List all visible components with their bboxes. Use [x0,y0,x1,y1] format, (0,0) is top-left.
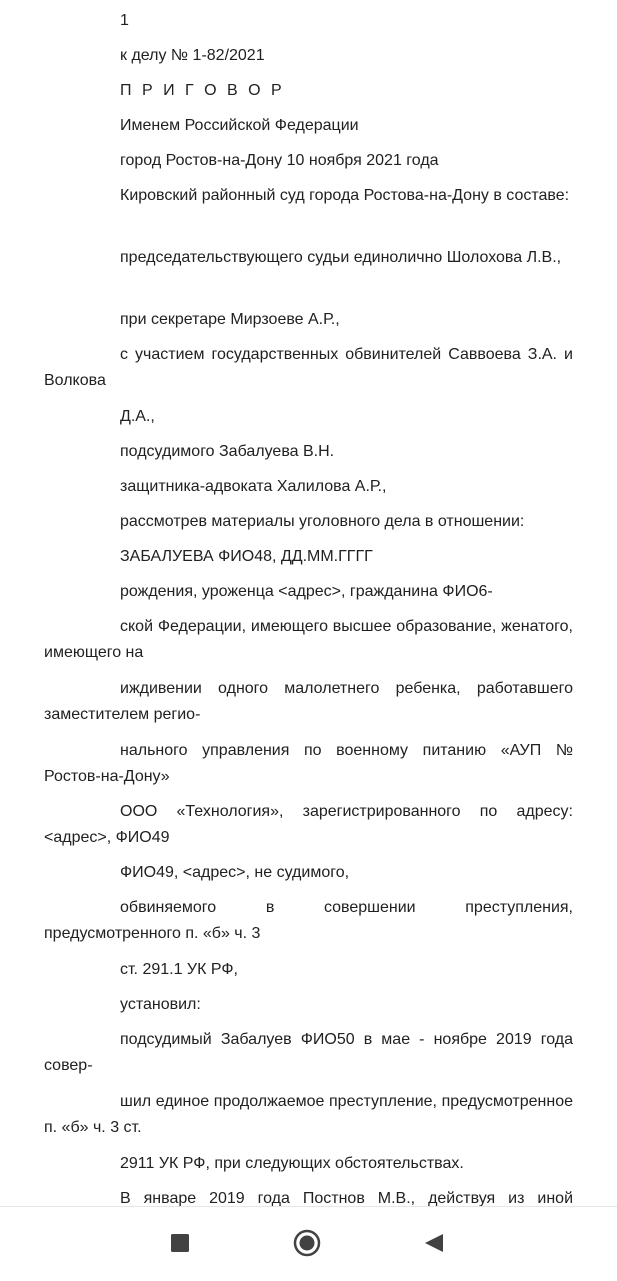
paragraph: рождения, уроженца <адрес>, гражданина ФИО6- [120,583,493,600]
paragraph: Именем Российской Федерации [120,117,359,134]
paragraph: председательствующего судьи единолично Шолохова Л.В., [120,249,562,266]
paragraph: В январе 2019 года Постнов М.В., действуя из иной [120,1190,573,1206]
triangle-back-icon [415,1225,451,1261]
paragraph: иждивении одного малолетнего ребенка, работавшего заместителем регио- [44,680,573,723]
paragraph: при секретаре Мирзоеве А.Р., [120,311,340,328]
back-button[interactable] [415,1225,451,1261]
paragraph: ЗАБАЛУЕВА ФИО48, ДД.ММ.ГГГГ [120,548,373,565]
paragraph: город Ростов-на-Дону 10 ноября 2021 года [120,152,439,169]
paragraph: ст. 291.1 УК РФ, [120,961,238,978]
paragraph: шил единое продолжаемое преступление, предусмотренное п. «б» ч. 3 ст. [44,1093,573,1136]
paragraph: рассмотрев материалы уголовного дела в отношении: [120,513,525,530]
system-navigation-bar [0,1206,617,1281]
paragraph: защитника-адвоката Халилова А.Р., [120,478,387,495]
home-button[interactable] [289,1225,325,1261]
paragraph: ФИО49, <адрес>, не судимого, [120,864,350,881]
page-number: 1 [120,12,129,29]
paragraph: обвиняемого в совершении преступления, предусмотренного п. «б» ч. 3 [44,899,573,942]
paragraph: установил: [120,996,201,1013]
paragraph: подсудимый Забалуев ФИО50 в мае - ноябре 2019 года совер- [44,1031,573,1074]
recents-button[interactable] [162,1225,198,1261]
paragraph: с участием государственных обвинителей Саввоева З.А. и Волкова [44,346,573,389]
paragraph: подсудимого Забалуева В.Н. [120,443,335,460]
paragraph: Д.А., [120,408,155,425]
paragraph: нального управления по военному питанию «АУП № Ростов-на-Дону» [44,742,573,785]
paragraph: Кировский районный суд города Ростова-на-Дону в составе: [120,187,570,204]
paragraph: ООО «Технология», зарегистрированного по адресу: <адрес>, ФИО49 [44,803,573,846]
document-title: П Р И Г О В О Р [120,82,285,99]
case-reference: к делу № 1-82/2021 [120,47,265,64]
paragraph: 2911 УК РФ, при следующих обстоятельствах. [120,1155,464,1172]
circle-home-icon [289,1225,325,1261]
square-icon [162,1225,198,1261]
paragraph: ской Федерации, имеющего высшее образование, женатого, имеющего на [44,618,573,661]
